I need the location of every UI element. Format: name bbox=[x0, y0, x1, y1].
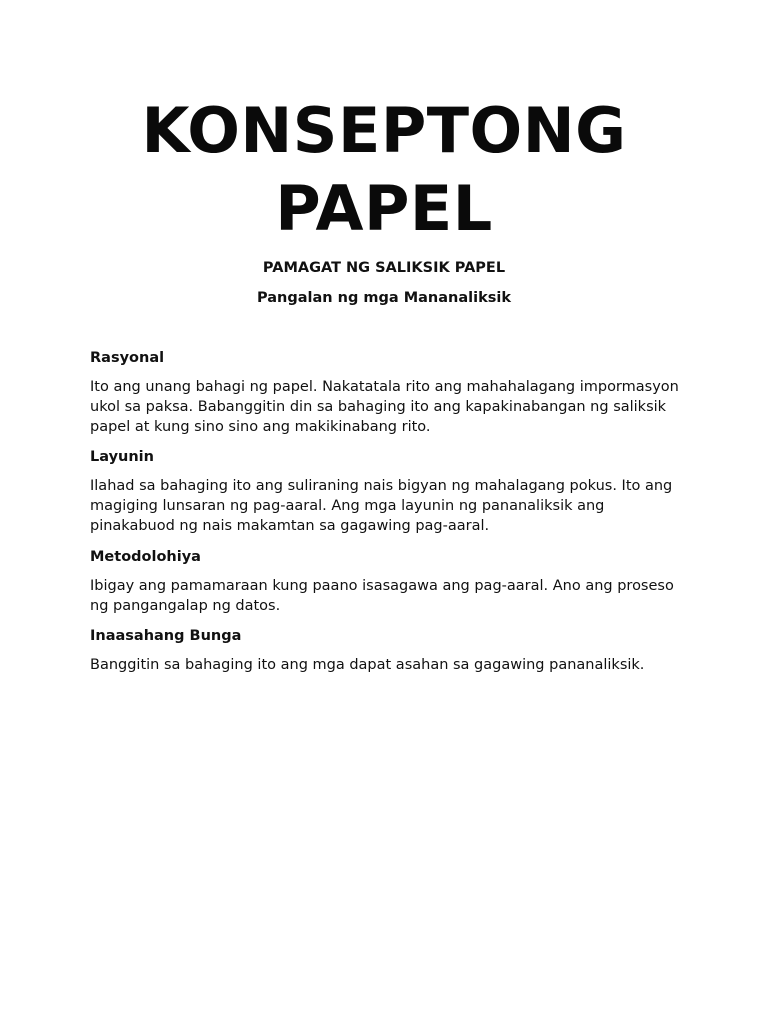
document-title-line-2: PAPEL bbox=[275, 172, 493, 245]
document-title bbox=[0, 92, 768, 248]
section-layunin bbox=[90, 447, 680, 536]
section-paragraph: Banggitin sa bahaging ito ang mga dapat asahan sa gagawing pananaliksik. bbox=[90, 657, 645, 674]
researchers-names: Pangalan ng mga Mananaliksik bbox=[257, 290, 511, 306]
section-paragraph: Ibigay ang pamamaraan kung paano isasagawa ang pag-aaral. Ano ang proseso ng pangangalap ng datos. bbox=[90, 577, 674, 614]
section-heading: Metodolohiya bbox=[90, 548, 201, 565]
section-paragraph: Ilahad sa bahaging ito ang suliraning nais bigyan ng mahalagang pokus. Ito ang magiging lunsaran ng pag-aaral. Ang mga layunin ng pananaliksik ang pinakabuod ng nais makamtan sa gagawing pag-aaral. bbox=[90, 478, 673, 534]
research-paper-title: PAMAGAT NG SALIKSIK PAPEL bbox=[262, 260, 506, 276]
section-metodolohiya bbox=[90, 547, 680, 617]
section-heading: Rasyonal bbox=[90, 350, 165, 366]
document-title-line-1: KONSEPTONG bbox=[141, 94, 627, 167]
document-body bbox=[90, 348, 680, 686]
section-inaasahang-bunga bbox=[90, 626, 680, 676]
section-rasyonal bbox=[90, 348, 680, 437]
section-paragraph: Ito ang unang bahagi ng papel. Nakatatala rito ang mahahalagang impormasyon ukol sa paksa. Babanggitin din sa bahaging ito ang kapakinabangan ng saliksik papel at kung sino sino ang makikinabang rito. bbox=[90, 379, 679, 435]
section-heading: Layunin bbox=[90, 449, 154, 466]
section-heading: Inaasahang Bunga bbox=[90, 628, 242, 645]
